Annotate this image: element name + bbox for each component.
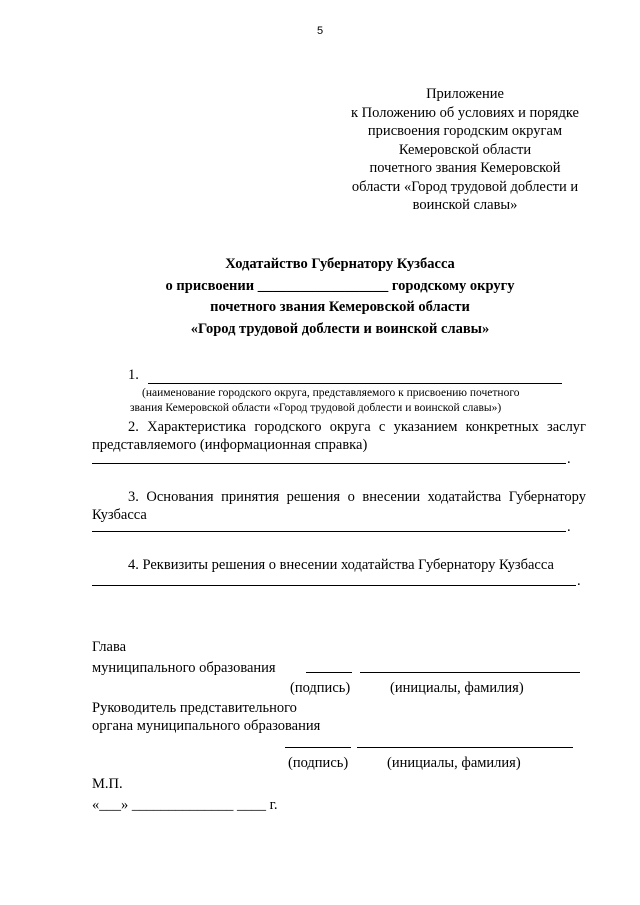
initials-caption: (инициалы, фамилия) — [387, 755, 521, 771]
appendix-line: почетного звания Кемеровской — [369, 160, 561, 176]
seal-mark: М.П. — [92, 776, 123, 792]
item-1-number: 1. — [128, 367, 139, 383]
head-initials-line — [360, 672, 580, 673]
head-title-line-2: муниципального образования — [92, 660, 276, 676]
title-blank: __________________ — [257, 277, 389, 294]
rep-signature-line — [285, 747, 351, 748]
title-suffix: городскому округу — [391, 277, 515, 294]
title-prefix: о присвоении — [165, 277, 255, 294]
item-2-heading: 2. Характеристика городского округа с указанием конкретных заслуг — [128, 419, 586, 435]
rep-title-line-2: органа муниципального образования — [92, 718, 321, 734]
appendix-line: Приложение — [426, 86, 504, 102]
appendix-line: к Положению об условиях и порядке — [351, 104, 579, 121]
line-end-dot: . — [577, 573, 581, 589]
date-line: «___» ______________ ____ г. — [92, 797, 278, 813]
document-title — [0, 254, 640, 340]
appendix-line: области «Город трудовой доблести и — [351, 178, 579, 195]
title-line-2 — [0, 276, 640, 298]
item-4-heading: 4. Реквизиты решения о внесении ходатайства Губернатору Кузбасса — [128, 557, 554, 573]
item-2-fill-line — [92, 463, 566, 464]
item-1-note-line-2: звания Кемеровской области «Город трудовой доблести и воинской славы») — [130, 402, 502, 414]
item-1-fill-line — [148, 383, 562, 384]
title-line-1: Ходатайство Губернатору Кузбасса — [225, 256, 455, 272]
item-1-note-line-1: (наименование городского округа, представляемого к присвоению почетного — [142, 387, 520, 399]
appendix-line: присвоения городским округам — [367, 123, 563, 139]
page-number: 5 — [316, 25, 324, 37]
rep-initials-line — [357, 747, 573, 748]
item-3-fill-line — [92, 531, 566, 532]
rep-title-line-1: Руководитель представительного — [92, 700, 297, 716]
item-3-heading-cont: Кузбасса — [92, 507, 147, 523]
appendix-line: воинской славы» — [412, 197, 518, 213]
line-end-dot: . — [567, 519, 571, 535]
signature-caption: (подпись) — [288, 755, 349, 771]
head-title-line-1: Глава — [92, 639, 127, 655]
item-2-heading-cont: представляемого (информационная справка) — [92, 437, 368, 453]
appendix-line: Кемеровской области — [398, 141, 532, 158]
item-4-fill-line — [92, 585, 576, 586]
title-line-3: почетного звания Кемеровской области — [210, 299, 470, 315]
title-line-4: «Город трудовой доблести и воинской славы» — [190, 320, 490, 337]
item-3-heading: 3. Основания принятия решения о внесении ходатайства Губернатору — [128, 489, 586, 505]
initials-caption: (инициалы, фамилия) — [390, 680, 524, 696]
line-end-dot: . — [567, 451, 571, 467]
appendix-block — [330, 85, 600, 215]
signature-caption: (подпись) — [290, 680, 351, 696]
head-signature-line — [306, 672, 352, 673]
